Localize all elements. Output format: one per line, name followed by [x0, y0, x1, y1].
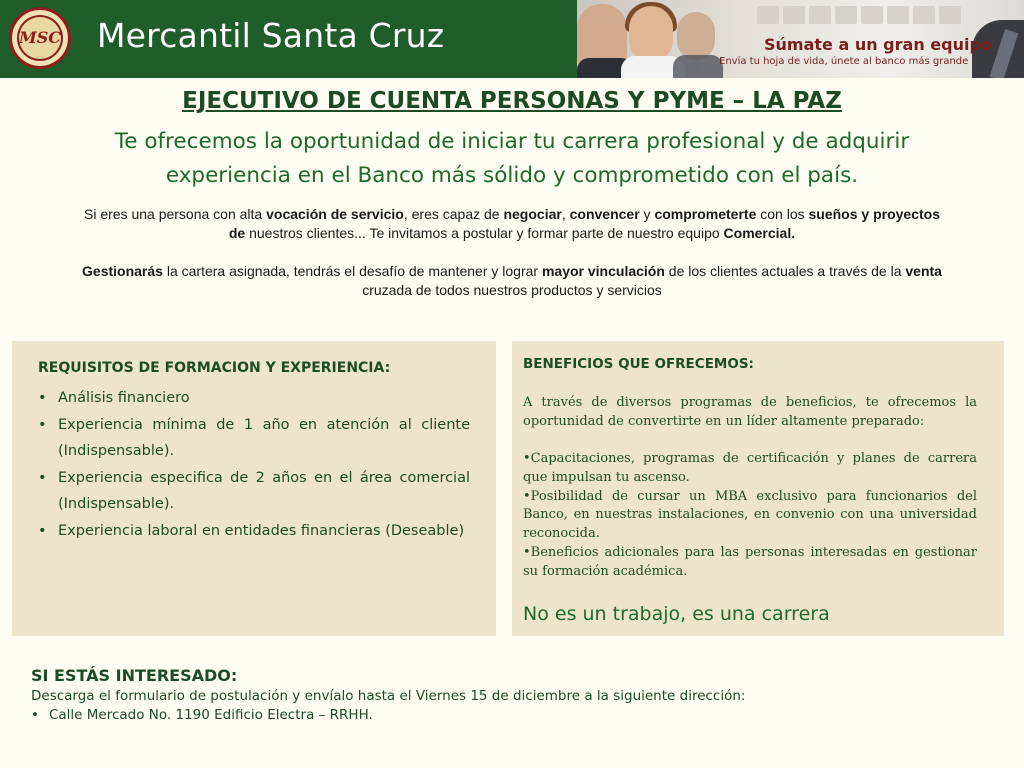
bold-text: vocación de servicio — [266, 206, 404, 222]
address-line — [31, 707, 373, 723]
requirements-list — [38, 385, 470, 544]
text-run: , eres capaz de — [403, 206, 504, 222]
text-run: de los clientes actuales a través de la — [664, 263, 906, 279]
recruitment-banner — [577, 0, 1024, 78]
benefits-title: BENEFICIOS QUE OFRECEMOS: — [523, 356, 754, 372]
bullet: • — [38, 390, 47, 406]
header-bar — [0, 0, 1024, 78]
benefits-box — [512, 341, 1004, 636]
bullet: • — [38, 416, 47, 433]
list-item — [38, 385, 470, 412]
interest-heading: SI ESTÁS INTERESADO: — [31, 666, 238, 685]
address-text: Calle Mercado No. 1190 Edificio Electra – RRHH. — [48, 707, 373, 723]
job-title: EJECUTIVO DE CUENTA PERSONAS Y PYME – LA PAZ — [182, 88, 842, 114]
list-item: •Posibilidad de cursar un MBA exclusivo para funcionarios del Banco, en nuestras instalaciones, en convenio con una universidad reconocida. — [523, 488, 977, 542]
application-instructions: Descarga el formulario de postulación y envíalo hasta el Viernes 15 de diciembre a la siguiente dirección: — [31, 688, 746, 704]
bank-logo — [9, 7, 71, 69]
list-item-text: Análisis financiero — [58, 390, 190, 406]
bold-text: negociar — [503, 206, 562, 222]
bold-text: Gestionarás — [82, 263, 163, 279]
text-run: con los — [756, 206, 809, 222]
list-item: •Capacitaciones, programas de certificación y planes de carrera que impulsan tu ascenso. — [523, 451, 977, 485]
text-run: la cartera asignada, tendrás el desafío de mantener y lograr — [162, 263, 542, 279]
text-run: , — [561, 206, 570, 222]
banner-subtext: Envía tu hoja de vida, únete al banco más grande — [719, 56, 969, 67]
requirements-title: REQUISITOS DE FORMACION Y EXPERIENCIA: — [38, 360, 391, 376]
text-run: nuestros clientes... Te invitamos a postular y formar parte de nuestro equipo — [245, 225, 724, 241]
text-run: cruzada de todos nuestros productos y servicios — [362, 282, 662, 298]
list-item: •Beneficios adicionales para las personas interesadas en gestionar su formación académica. — [523, 544, 977, 579]
text-run: Si eres una persona con alta — [83, 206, 267, 222]
bold-text: Comercial. — [723, 225, 796, 241]
requirements-box — [12, 341, 496, 636]
career-tagline: No es un trabajo, es una carrera — [523, 603, 830, 625]
bold-text: convencer — [569, 206, 640, 222]
list-item — [38, 518, 470, 545]
list-item — [38, 465, 470, 518]
list-item-text: Experiencia especifica de 2 años en el área comercial (Indispensable). — [58, 469, 470, 512]
banner-slogan: Súmate a un gran equipo — [764, 35, 992, 54]
text-run: y — [639, 206, 655, 222]
intro-paragraph-1 — [80, 205, 944, 243]
job-subtitle: Te ofrecemos la oportunidad de iniciar tu carrera profesional y de adquirir experiencia en el Banco más sólido y comprometido con el país. — [114, 129, 910, 188]
list-item-text: Experiencia laboral en entidades financieras (Deseable) — [58, 522, 465, 539]
bullet: • — [31, 707, 39, 723]
bank-name: Mercantil Santa Cruz — [97, 16, 445, 55]
bold-text: comprometerte — [654, 206, 757, 222]
list-item — [38, 412, 470, 465]
team-photo — [577, 0, 737, 78]
logo-monogram: MSC — [19, 28, 61, 47]
intro-paragraph-2 — [80, 262, 944, 300]
list-item-text: Experiencia mínima de 1 año en atención al cliente (Indispensable). — [58, 416, 470, 459]
bullet: • — [38, 469, 47, 486]
bullet: • — [38, 522, 47, 539]
bold-text: venta — [905, 263, 942, 279]
benefits-intro: A través de diversos programas de beneficios, te ofrecemos la oportunidad de convertirte en un líder altamente preparado: — [523, 395, 977, 429]
bold-text: sueños y proyectos de — [228, 206, 940, 241]
benefits-list — [523, 450, 977, 582]
bold-text: mayor vinculación — [541, 263, 665, 279]
